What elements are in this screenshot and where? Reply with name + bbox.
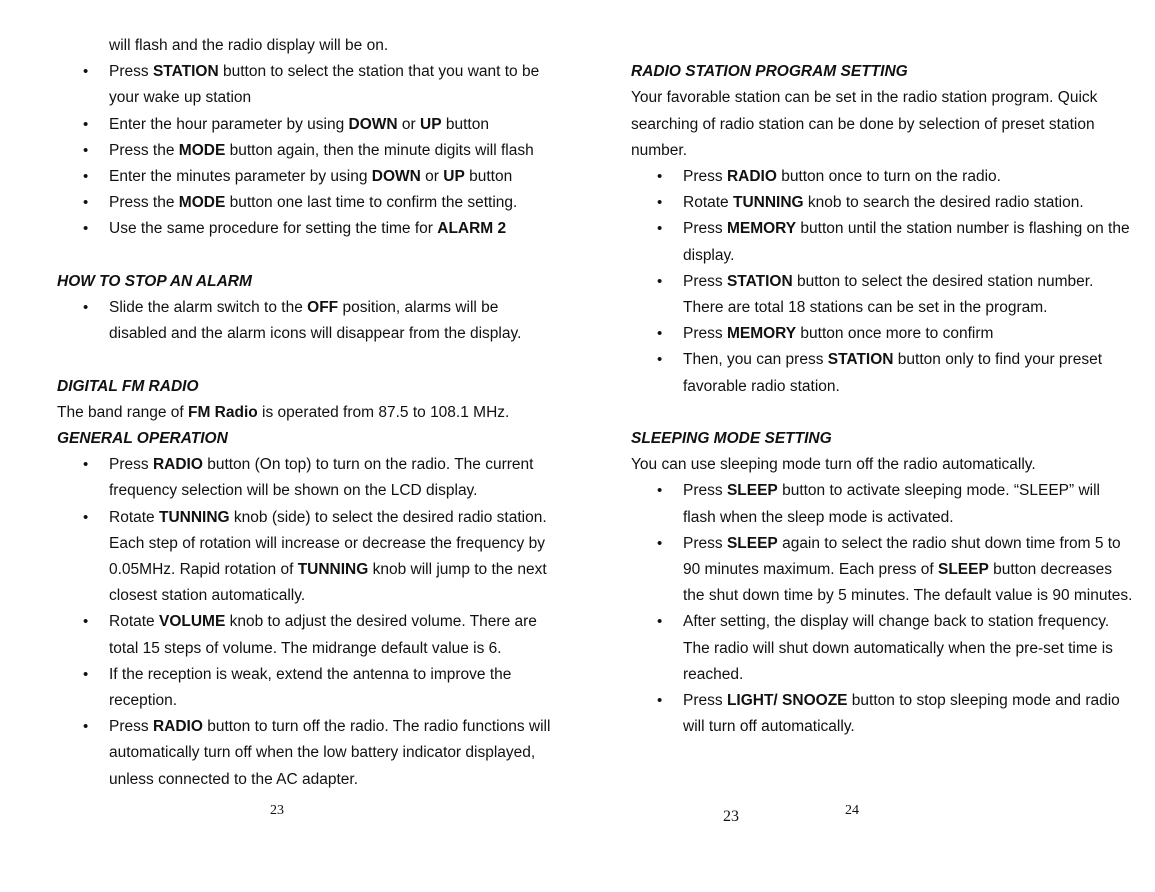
bullet-continuation: flash when the sleep mode is activated.: [683, 508, 954, 526]
bullet-item: • Press SLEEP again to select the radio shut down time from 5 to: [631, 531, 1111, 557]
bullet-item: • If the reception is weak, extend the antenna to improve the: [57, 662, 527, 688]
spacer: [57, 347, 527, 373]
bullet-item: • Press the MODE button again, then the minute digits will flash: [57, 138, 527, 164]
bullet-continuation: total 15 steps of volume. The midrange default value is 6.: [109, 639, 502, 657]
bullet-item: • Rotate TUNNING knob (side) to select the desired radio station.: [57, 505, 527, 531]
section-heading: DIGITAL FM RADIO: [57, 377, 199, 395]
bullet-item: • Then, you can press STATION button only to find your preset: [631, 347, 1111, 373]
text-line: will flash and the radio display will be on.: [109, 37, 389, 54]
bullet-item: • Press STATION button to select the station that you want to be: [57, 59, 527, 85]
paragraph-line: The band range of FM Radio is operated from 87.5 to 108.1 MHz.: [57, 403, 510, 421]
right-page-column: [631, 33, 1133, 740]
spacer: [57, 243, 527, 269]
page-number-middle: 23: [723, 808, 739, 825]
bullet-item: • Press RADIO button once to turn on the radio.: [631, 164, 1111, 190]
bullet-item: • Press SLEEP button to activate sleeping mode. “SLEEP” will: [631, 478, 1111, 504]
bullet-item: • Press the MODE button one last time to confirm the setting.: [57, 190, 527, 216]
bullet-continuation: closest station automatically.: [109, 587, 306, 605]
paragraph-line: searching of radio station can be done by selection of preset station: [631, 115, 1095, 133]
bullet-continuation: The radio will shut down automatically when the pre-set time is: [683, 639, 1113, 657]
bullet-continuation: display.: [683, 246, 735, 264]
bullet-item: • Press RADIO button (On top) to turn on the radio. The current: [57, 452, 527, 478]
bullet-continuation: automatically turn off when the low battery indicator displayed,: [109, 744, 536, 762]
bullet-continuation: reached.: [683, 665, 744, 683]
bullet-item: • Enter the minutes parameter by using DOWN or UP button: [57, 164, 527, 190]
bullet-continuation: Each step of rotation will increase or decrease the frequency by: [109, 534, 545, 552]
bullet-continuation: frequency selection will be shown on the LCD display.: [109, 482, 478, 500]
paragraph-line: You can use sleeping mode turn off the radio automatically.: [631, 456, 1036, 474]
bullet-continuation: the shut down time by 5 minutes. The default value is 90 minutes.: [683, 587, 1133, 605]
bullet-continuation: 0.05MHz. Rapid rotation of TUNNING knob will jump to the next: [109, 561, 547, 579]
bullet-item: • Rotate TUNNING knob to search the desired radio station.: [631, 190, 1111, 216]
bullet-continuation: favorable radio station.: [683, 377, 840, 395]
bullet-continuation: reception.: [109, 692, 178, 710]
bullet-continuation: your wake up station: [109, 89, 252, 107]
bullet-continuation: There are total 18 stations can be set in the program.: [683, 299, 1048, 317]
bullet-item: • Press STATION button to select the desired station number.: [631, 269, 1111, 295]
bullet-item: • Enter the hour parameter by using DOWN or UP button: [57, 112, 527, 138]
page-number-right: 24: [845, 803, 859, 818]
left-page-column: [57, 33, 551, 793]
paragraph-line: Your favorable station can be set in the radio station program. Quick: [631, 89, 1098, 107]
bullet-item: • Rotate VOLUME knob to adjust the desired volume. There are: [57, 609, 527, 635]
bullet-item: • After setting, the display will change back to station frequency.: [631, 609, 1111, 635]
bullet-continuation: disabled and the alarm icons will disappear from the display.: [109, 325, 522, 343]
bullet-continuation: unless connected to the AC adapter.: [109, 770, 359, 788]
bullet-continuation: 90 minutes maximum. Each press of SLEEP button decreases: [683, 561, 1113, 579]
bullet-item: • Use the same procedure for setting the time for ALARM 2: [57, 216, 527, 242]
section-heading: RADIO STATION PROGRAM SETTING: [631, 63, 908, 81]
bullet-item: • Press RADIO button to turn off the radio. The radio functions will: [57, 714, 527, 740]
section-heading: GENERAL OPERATION: [57, 430, 228, 448]
page-number-left: 23: [270, 803, 284, 818]
paragraph-line: number.: [631, 141, 688, 159]
section-heading: HOW TO STOP AN ALARM: [57, 272, 252, 290]
bullet-continuation: will turn off automatically.: [683, 718, 855, 736]
bullet-item: • Press MEMORY button until the station number is flashing on the: [631, 216, 1111, 242]
bullet-item: • Slide the alarm switch to the OFF position, alarms will be: [57, 295, 527, 321]
spacer: [631, 400, 1111, 426]
bullet-item: • Press MEMORY button once more to confirm: [631, 321, 1111, 347]
spacer: [631, 33, 1111, 59]
section-heading: SLEEPING MODE SETTING: [631, 430, 832, 448]
bullet-item: • Press LIGHT/ SNOOZE button to stop sleeping mode and radio: [631, 688, 1111, 714]
